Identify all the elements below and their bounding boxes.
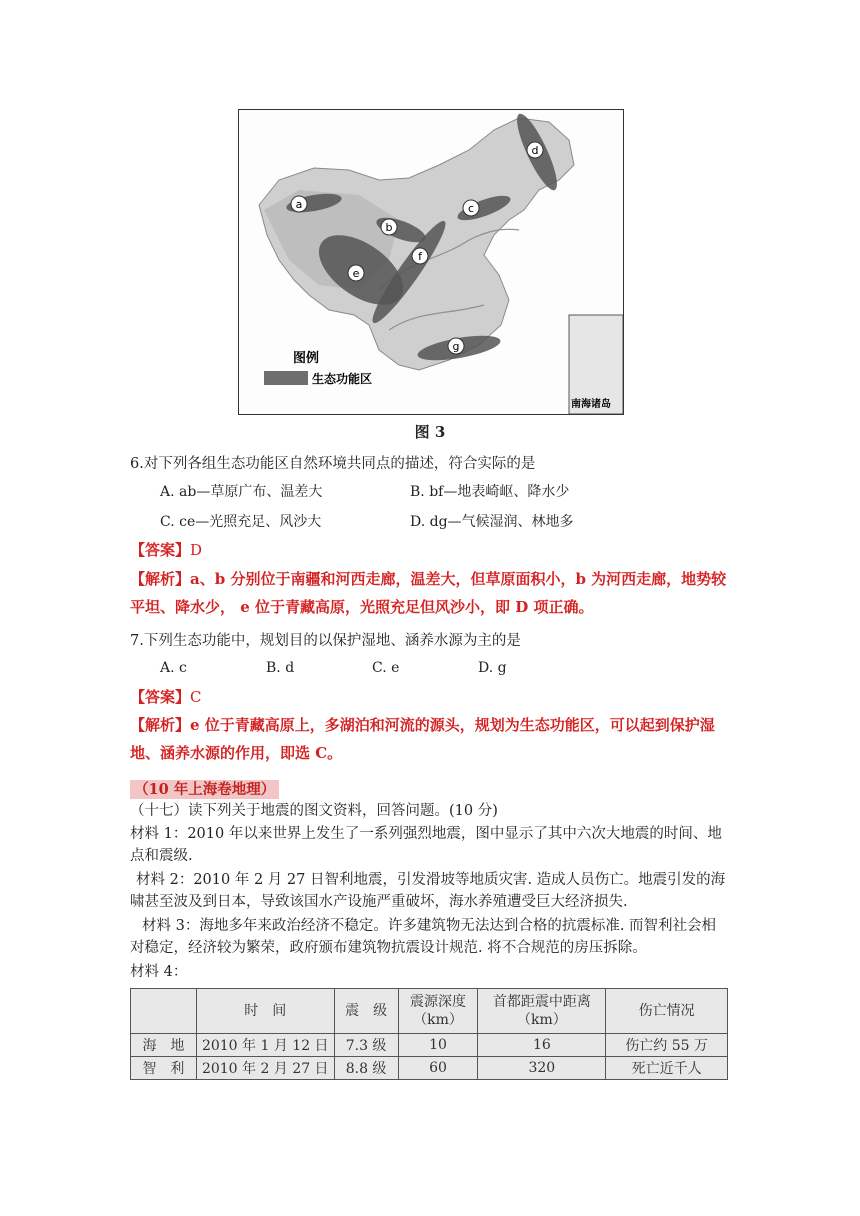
q6-option-a: A. ab—草原广布、温差大 bbox=[160, 484, 323, 500]
q6-analysis-text: a、b 分别位于南疆和河西走廊，温差大，但草原面积小，b 为河西走廊，地势较平坦、降水少， e 位于青藏高原，光照充足但风沙小，即 D 项正确。 bbox=[130, 570, 727, 616]
marker-d-label: d bbox=[531, 144, 539, 157]
q6-answer-value: D bbox=[190, 541, 203, 559]
table-cell: 2010 年 1 月 12 日 bbox=[196, 1034, 334, 1057]
legend-item-label: 生态功能区 bbox=[312, 372, 373, 386]
table-cell: 伤亡约 55 万 bbox=[606, 1034, 728, 1057]
q6-answer bbox=[130, 536, 202, 564]
q7-analysis bbox=[130, 711, 730, 767]
q17-material-1: 材料 1：2010 年以来世界上发生了一系列强烈地震，图中显示了其中六次大地震的时间、地点和震级. bbox=[130, 826, 722, 864]
section-tag: （10 年上海卷地理） bbox=[130, 780, 279, 799]
q6-question: 6.对下列各组生态功能区自然环境共同点的描述，符合实际的是 bbox=[130, 456, 536, 472]
q17-material-4: 材料 4： bbox=[130, 964, 188, 980]
earthquake-table-wrap bbox=[130, 988, 728, 1080]
legend-swatch bbox=[264, 371, 308, 385]
q17-intro: （十七）读下列关于地震的图文资料，回答问题。(10 分) bbox=[130, 803, 498, 819]
figure-caption: 图 3 bbox=[414, 423, 446, 441]
table-cell: 8.8 级 bbox=[334, 1057, 398, 1080]
table-cell: 智 利 bbox=[131, 1057, 197, 1080]
q7-question: 7.下列生态功能中，规划目的以保护湿地、涵养水源为主的是 bbox=[130, 633, 521, 649]
marker-g-label: g bbox=[452, 340, 460, 353]
marker-f-label: f bbox=[418, 250, 422, 263]
q6-analysis-label: 【解析】 bbox=[130, 570, 191, 588]
q7-answer bbox=[130, 683, 202, 711]
q7-option-a: A. c bbox=[160, 660, 187, 676]
table-cell: 2010 年 2 月 27 日 bbox=[196, 1057, 334, 1080]
marker-a-label: a bbox=[295, 198, 303, 211]
table-header-cell: 震 级 bbox=[334, 989, 398, 1034]
q17-material-3: 材料 3：海地多年来政治经济不稳定。许多建筑物无法达到合格的抗震标准. 而智利社会相对稳定，经济较为繁荣，政府颁布建筑物抗震设计规范. 将不合规范的房压拆除。 bbox=[130, 918, 717, 956]
ecological-zone-map bbox=[238, 109, 624, 415]
marker-c-label: c bbox=[467, 202, 475, 215]
table-header-cell: 震源深度 （km） bbox=[398, 989, 478, 1034]
table-cell: 7.3 级 bbox=[334, 1034, 398, 1057]
q7-option-d: D. g bbox=[478, 660, 507, 676]
table-header-cell: 首都距震中距离 （km） bbox=[478, 989, 606, 1034]
table-header-row bbox=[131, 989, 728, 1034]
table-header-cell bbox=[131, 989, 197, 1034]
inset-label: 南海诸岛 bbox=[571, 399, 611, 410]
table-header-cell: 伤亡情况 bbox=[606, 989, 728, 1034]
q6-option-b: B. bf—地表崎岖、降水少 bbox=[410, 484, 570, 500]
table-cell: 10 bbox=[398, 1034, 478, 1057]
marker-b-label: b bbox=[385, 221, 393, 234]
q7-option-c: C. e bbox=[372, 660, 400, 676]
q7-analysis-text: e 位于青藏高原上，多湖泊和河流的源头，规划为生态功能区，可以起到保护湿地、涵养水源的作用，即选 C。 bbox=[130, 716, 715, 762]
table-cell: 320 bbox=[478, 1057, 606, 1080]
q7-option-b: B. d bbox=[266, 660, 295, 676]
map-svg bbox=[239, 110, 623, 414]
q7-answer-label: 【答案】 bbox=[130, 688, 191, 706]
q6-analysis bbox=[130, 565, 730, 621]
q7-analysis-label: 【解析】 bbox=[130, 716, 191, 734]
marker-e-label: e bbox=[352, 267, 360, 280]
table-cell: 海 地 bbox=[131, 1034, 197, 1057]
table-cell: 60 bbox=[398, 1057, 478, 1080]
earthquake-table bbox=[130, 988, 728, 1080]
q6-option-c: C. ce—光照充足、风沙大 bbox=[160, 514, 322, 530]
table-header-cell: 时 间 bbox=[196, 989, 334, 1034]
q6-option-d: D. dg—气候湿润、林地多 bbox=[410, 514, 574, 530]
q7-answer-value: C bbox=[190, 688, 202, 706]
section-tag-wrap bbox=[130, 778, 279, 799]
table-row bbox=[131, 1034, 728, 1057]
legend-title: 图例 bbox=[293, 351, 320, 366]
table-row bbox=[131, 1057, 728, 1080]
q6-answer-label: 【答案】 bbox=[130, 541, 191, 559]
table-cell: 死亡近千人 bbox=[606, 1057, 728, 1080]
q17-material-2: 材料 2：2010 年 2 月 27 日智利地震，引发滑坡等地质灾害. 造成人员伤亡。地震引发的海啸甚至波及到日本，导致该国水产设施严重破坏，海水养殖遭受巨大经济损失. bbox=[130, 872, 726, 910]
table-cell: 16 bbox=[478, 1034, 606, 1057]
